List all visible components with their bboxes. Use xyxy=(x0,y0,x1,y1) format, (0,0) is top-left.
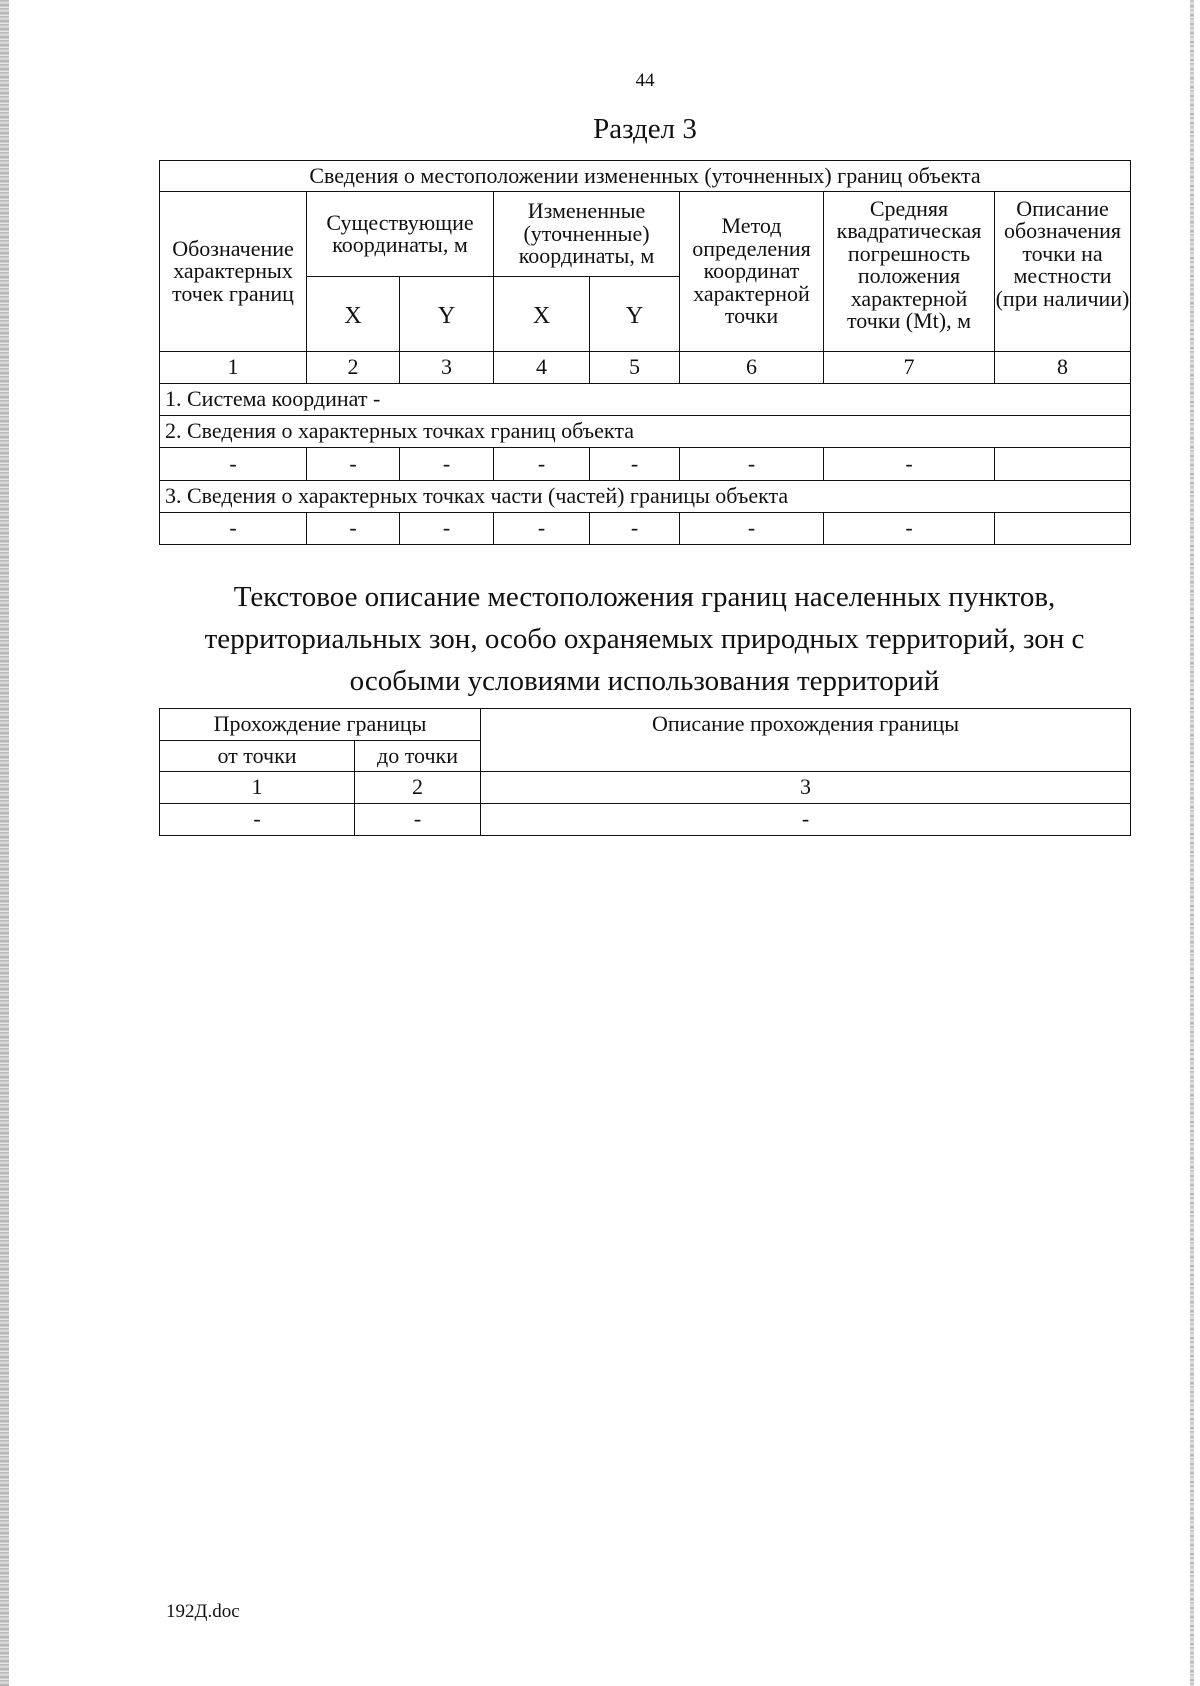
header-changed-coords: Измененные (уточненные) координаты, м xyxy=(494,192,680,277)
heading-line: территориальных зон, особо охраняемых природных территорий, зон с xyxy=(204,623,1085,655)
table-cell: - xyxy=(160,513,307,545)
table-cell: - xyxy=(680,448,824,481)
section-title: Раздел 3 xyxy=(593,113,697,145)
column-number: 5 xyxy=(590,352,680,384)
table-cell: - xyxy=(355,804,481,836)
header-existing-x: X xyxy=(307,277,400,352)
column-number: 1 xyxy=(160,352,307,384)
column-number: 4 xyxy=(494,352,590,384)
table-cell: - xyxy=(481,804,1131,836)
header-existing-coords: Существующие координаты, м xyxy=(307,192,494,277)
section2-label: 2. Сведения о характерных точках границ объекта xyxy=(160,416,1131,448)
page-number: 44 xyxy=(635,70,655,91)
table-cell xyxy=(995,513,1131,545)
table-cell: - xyxy=(307,448,400,481)
heading-line: особыми условиями использования территорий xyxy=(349,665,940,697)
column-number: 2 xyxy=(355,772,481,804)
table-cell: - xyxy=(160,448,307,481)
table-cell xyxy=(995,448,1131,481)
header-designation: Обозначение характерных точек границ xyxy=(160,192,307,352)
header-to-point: до точки xyxy=(355,741,481,772)
scan-edge-right xyxy=(1190,0,1194,1686)
header-mean-error: Средняя квадратическая погрешность положения характерной точки (Мt), м xyxy=(824,192,995,352)
table-cell: - xyxy=(307,513,400,545)
heading-line: Текстовое описание местоположения границ населенных пунктов, xyxy=(233,581,1056,613)
column-number: 3 xyxy=(400,352,494,384)
text-description-heading xyxy=(159,576,1130,702)
header-method: Метод определения координат характерной точки xyxy=(680,192,824,352)
header-point-description: Описание обозначения точки на местности (при наличии) xyxy=(995,192,1131,352)
header-boundary-description: Описание прохождения границы xyxy=(481,709,1131,772)
table-cell: - xyxy=(400,448,494,481)
column-number: 3 xyxy=(481,772,1131,804)
header-boundary-passage: Прохождение границы xyxy=(160,709,481,741)
table-cell: - xyxy=(824,448,995,481)
scan-edge-left xyxy=(0,0,9,1686)
table-cell: - xyxy=(680,513,824,545)
table-cell: - xyxy=(160,804,355,836)
boundaries-table xyxy=(159,160,1131,545)
table-cell: - xyxy=(400,513,494,545)
table-cell: - xyxy=(494,448,590,481)
column-number: 1 xyxy=(160,772,355,804)
boundary-description-table xyxy=(159,708,1131,836)
header-changed-y: Y xyxy=(590,277,680,352)
column-number: 7 xyxy=(824,352,995,384)
column-number: 6 xyxy=(680,352,824,384)
column-number: 8 xyxy=(995,352,1131,384)
section3-label: 3. Сведения о характерных точках части (частей) границы объекта xyxy=(160,481,1131,513)
section1-label: 1. Система координат - xyxy=(160,384,1131,416)
table-cell: - xyxy=(590,448,680,481)
header-existing-y: Y xyxy=(400,277,494,352)
header-from-point: от точки xyxy=(160,741,355,772)
table-title: Сведения о местоположении измененных (уточненных) границ объекта xyxy=(160,161,1131,192)
table-cell: - xyxy=(494,513,590,545)
column-number: 2 xyxy=(307,352,400,384)
table-cell: - xyxy=(824,513,995,545)
header-changed-x: X xyxy=(494,277,590,352)
footer-filename: 192Д.doc xyxy=(166,1601,240,1622)
table-cell: - xyxy=(590,513,680,545)
